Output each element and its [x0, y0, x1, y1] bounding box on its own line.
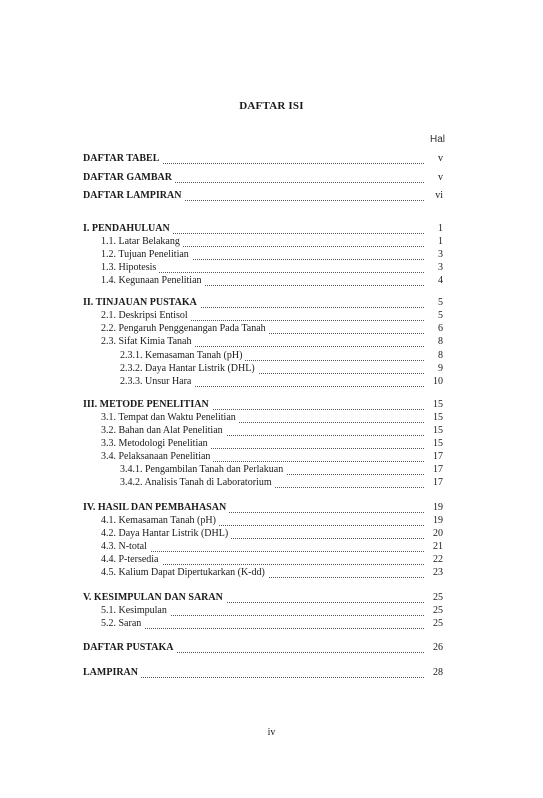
toc-entry-page: 25 — [433, 605, 443, 616]
toc-entry-page: 23 — [433, 567, 443, 578]
toc-entry-label: 3.4.2. Analisis Tanah di Laboratorium — [120, 477, 275, 489]
toc-entry-page: 9 — [438, 363, 443, 374]
toc-entry — [0, 541, 543, 553]
dot-leader — [101, 627, 424, 629]
toc-entry — [0, 515, 543, 527]
toc-entry-page: 3 — [438, 249, 443, 260]
toc-entry-label: 4.3. N-total — [101, 541, 150, 553]
toc-entry — [0, 464, 543, 476]
toc-entry-label: 4.2. Daya Hantar Listrik (DHL) — [101, 528, 231, 540]
toc-entry-page: 17 — [433, 451, 443, 462]
toc-entry-label: 3.2. Bahan dan Alat Penelitian — [101, 425, 226, 437]
page-number: iv — [267, 727, 276, 738]
toc-entry-page: 5 — [438, 297, 443, 308]
toc-heading-entry — [0, 297, 543, 309]
toc-heading-entry — [0, 592, 543, 604]
page-column-header: Hal — [429, 134, 445, 145]
toc-entry-page: 8 — [438, 350, 443, 361]
toc-entry-label: LAMPIRAN — [83, 667, 141, 679]
toc-entry-label: 5.1. Kesimpulan — [101, 605, 170, 617]
toc-entry-label: II. TINJAUAN PUSTAKA — [83, 297, 200, 309]
toc-entry — [0, 350, 543, 362]
toc-heading-entry — [0, 502, 543, 514]
toc-heading-entry — [0, 642, 543, 654]
toc-entry-label: IV. HASIL DAN PEMBAHASAN — [83, 502, 229, 514]
toc-entry-page: 1 — [438, 223, 443, 234]
toc-entry — [0, 554, 543, 566]
toc-entry-page: 5 — [438, 310, 443, 321]
toc-entry-page: 15 — [433, 438, 443, 449]
toc-entry-label: 1.1. Latar Belakang — [101, 236, 183, 248]
toc-entry-page: 17 — [433, 477, 443, 488]
toc-entry — [0, 425, 543, 437]
toc-entry — [0, 477, 543, 489]
toc-entry — [0, 336, 543, 348]
toc-entry-label: 1.3. Hipotesis — [101, 262, 159, 274]
toc-entry-label: 5.2. Saran — [101, 618, 144, 630]
toc-entry — [0, 275, 543, 287]
toc-entry-label: 2.3.1. Kemasaman Tanah (pH) — [120, 350, 245, 362]
toc-entry-label: 1.2. Tujuan Penelitian — [101, 249, 192, 261]
toc-heading-entry — [0, 190, 543, 202]
toc-entry-label: 2.1. Deskripsi Entisol — [101, 310, 191, 322]
toc-entry — [0, 323, 543, 335]
toc-entry — [0, 528, 543, 540]
toc-entry-page: 10 — [433, 376, 443, 387]
page-title: DAFTAR ISI — [239, 100, 304, 112]
toc-entry-page: 19 — [433, 502, 443, 513]
toc-heading-entry — [0, 223, 543, 235]
toc-entry-label: DAFTAR PUSTAKA — [83, 642, 176, 654]
toc-entry-page: 15 — [433, 425, 443, 436]
toc-entry-label: 4.1. Kemasaman Tanah (pH) — [101, 515, 219, 527]
toc-entry-label: DAFTAR TABEL — [83, 153, 162, 165]
toc-entry-label: V. KESIMPULAN DAN SARAN — [83, 592, 226, 604]
toc-entry — [0, 412, 543, 424]
toc-entry-page: vi — [435, 190, 443, 201]
toc-entry — [0, 438, 543, 450]
toc-entry-label: 4.5. Kalium Dapat Dipertukarkan (K-dd) — [101, 567, 268, 579]
toc-entry — [0, 249, 543, 261]
toc-heading-entry — [0, 153, 543, 165]
toc-entry-page: 4 — [438, 275, 443, 286]
toc-entry-page: v — [438, 172, 443, 183]
toc-entry — [0, 451, 543, 463]
toc-entry — [0, 567, 543, 579]
toc-entry-page: 15 — [433, 412, 443, 423]
toc-entry — [0, 310, 543, 322]
toc-entry-page: 20 — [433, 528, 443, 539]
toc-entry-page: 25 — [433, 592, 443, 603]
toc-entry-label: DAFTAR LAMPIRAN — [83, 190, 184, 202]
toc-heading-entry — [0, 172, 543, 184]
toc-entry-page: 6 — [438, 323, 443, 334]
toc-entry-page: 28 — [433, 667, 443, 678]
toc-entry-label: 4.4. P-tersedia — [101, 554, 162, 566]
toc-entry — [0, 605, 543, 617]
toc-entry-label: 3.4. Pelaksanaan Penelitian — [101, 451, 213, 463]
toc-heading-entry — [0, 399, 543, 411]
toc-entry-page: 19 — [433, 515, 443, 526]
toc-entry-label: 2.3.3. Unsur Hara — [120, 376, 194, 388]
toc-entry-label: 3.3. Metodologi Penelitian — [101, 438, 211, 450]
toc-entry-label: I. PENDAHULUAN — [83, 223, 173, 235]
toc-entry — [0, 618, 543, 630]
toc-entry-label: 1.4. Kegunaan Penelitian — [101, 275, 205, 287]
toc-entry-label: 2.3. Sifat Kimia Tanah — [101, 336, 195, 348]
toc-entry — [0, 262, 543, 274]
toc-entry — [0, 376, 543, 388]
toc-entry-page: v — [438, 153, 443, 164]
toc-entry-label: 2.2. Pengaruh Penggenangan Pada Tanah — [101, 323, 269, 335]
toc-entry-page: 8 — [438, 336, 443, 347]
toc-entry-label: III. METODE PENELITIAN — [83, 399, 212, 411]
toc-entry — [0, 236, 543, 248]
toc-entry-page: 25 — [433, 618, 443, 629]
toc-entry-page: 1 — [438, 236, 443, 247]
toc-entry-page: 15 — [433, 399, 443, 410]
toc-entry-label: 3.4.1. Pengambilan Tanah dan Perlakuan — [120, 464, 286, 476]
toc-entry — [0, 363, 543, 375]
toc-entry-label: 2.3.2. Daya Hantar Listrik (DHL) — [120, 363, 258, 375]
toc-entry-page: 17 — [433, 464, 443, 475]
toc-entry-page: 21 — [433, 541, 443, 552]
toc-heading-entry — [0, 667, 543, 679]
toc-entry-page: 3 — [438, 262, 443, 273]
toc-entry-label: 3.1. Tempat dan Waktu Penelitian — [101, 412, 239, 424]
toc-entry-page: 26 — [433, 642, 443, 653]
toc-entry-label: DAFTAR GAMBAR — [83, 172, 175, 184]
toc-entry-page: 22 — [433, 554, 443, 565]
